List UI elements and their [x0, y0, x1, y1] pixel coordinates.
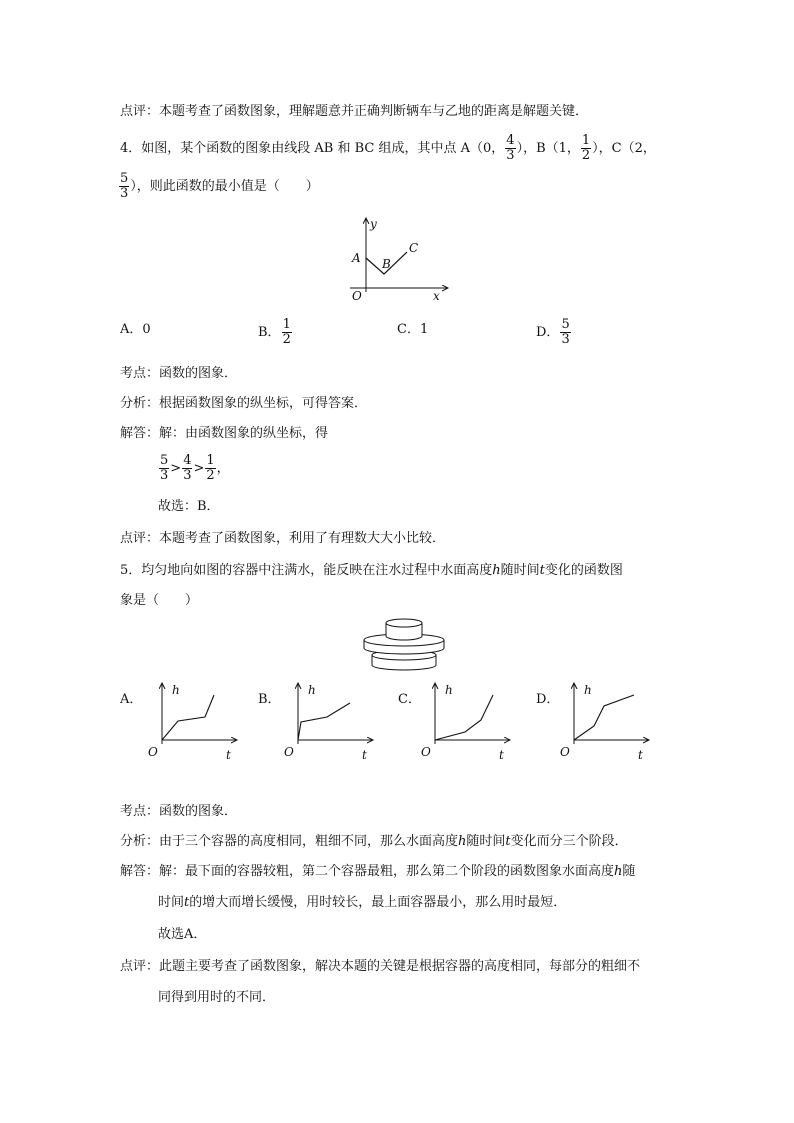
q5-jieda-line2-b: 的增大而增长缓慢，用时较长，最上面容器最小，那么用时最短．	[189, 895, 567, 910]
origin-label: O	[421, 745, 431, 759]
q5-fenxi	[120, 834, 628, 850]
q5-fenxi-a: 分析：由于三个容器的高度相同，粗细不同，那么水面高度	[120, 834, 459, 849]
frac-den: 3	[561, 332, 570, 347]
water-level-curve	[298, 703, 350, 740]
x-label: x	[433, 289, 440, 303]
q5-stem-line2: 象是（ ）	[120, 593, 199, 608]
q4-guxuan: 故选：B．	[158, 499, 220, 514]
q5-jieda-line2-a: 时间	[158, 895, 185, 910]
water-level-curve	[162, 695, 214, 740]
q5-stem-a: 5．均匀地向如图的容器中注满水，能反映在注水过程中水面高度	[120, 563, 493, 578]
frac-num: 4	[506, 133, 515, 148]
q3-comment: 点评：本题考查了函数图象，理解题意并正确判断辆车与乙地的距离是解题关键．	[120, 104, 589, 119]
frac-den: 3	[120, 186, 129, 201]
option-graph-c	[421, 683, 510, 762]
ineq-op-2: >	[193, 461, 205, 476]
q5-jieda-line1	[120, 864, 635, 880]
frac-den: 2	[282, 332, 291, 347]
q5-option-d-label: D．	[536, 692, 560, 707]
water-level-curve	[435, 695, 493, 740]
frac-num: 1	[581, 133, 591, 148]
origin-label: O	[352, 289, 362, 303]
frac-num: 5	[120, 171, 129, 186]
var-t: t	[505, 834, 511, 849]
option-graph-d	[560, 683, 649, 762]
q5-option-a-label: A．	[120, 692, 143, 707]
var-t: t	[184, 895, 190, 910]
var-t: t	[539, 563, 545, 578]
origin-label: O	[148, 745, 158, 759]
h-label: h	[584, 683, 592, 697]
q5-dianping-line2: 同得到用时的不同．	[158, 990, 276, 1005]
frac-num: 1	[206, 453, 215, 468]
q4-stem-b: ），B（1，	[516, 141, 580, 156]
var-h: h	[458, 834, 467, 849]
ineq-op-1: >	[170, 461, 182, 476]
q4-option-c: C．1	[397, 322, 429, 337]
frac-den: 3	[183, 468, 192, 483]
origin-label: O	[284, 745, 294, 759]
frac-num: 1	[282, 317, 291, 332]
point-b-label: B	[382, 257, 391, 271]
frac-den: 3	[506, 148, 515, 163]
q5-stem-c: 变化的函数图	[544, 563, 623, 578]
origin-label: O	[560, 745, 570, 759]
q5-fenxi-b: 随时间	[466, 834, 506, 849]
t-label: t	[499, 748, 504, 762]
point-c-label: C	[409, 241, 419, 255]
q5-guxuan: 故选A．	[158, 927, 207, 942]
q4-jieda: 解答：解：由函数图象的纵坐标，得	[120, 426, 329, 441]
water-level-curve	[574, 695, 634, 740]
q4-kaodian: 考点：函数的图象．	[120, 366, 238, 381]
var-h: h	[614, 864, 623, 879]
h-label: h	[445, 683, 453, 697]
y-label: y	[370, 217, 377, 231]
frac-den: 2	[206, 468, 215, 483]
t-label: t	[362, 748, 367, 762]
q5-fenxi-c: 变化而分三个阶段．	[510, 834, 628, 849]
q5-dianping-line1: 点评：此题主要考查了函数图象，解决本题的关键是根据容器的高度相同，每部分的粗细不	[120, 959, 641, 974]
q5-option-c-label: C．	[398, 692, 421, 707]
ineq-tail: ，	[216, 461, 230, 476]
q5-jieda-b: 随	[622, 864, 636, 879]
option-graph-b	[284, 683, 373, 762]
q4-stem-a: 4．如图，某个函数的图象由线段 AB 和 BC 组成，其中点 A（0，	[120, 141, 505, 156]
h-label: h	[172, 683, 180, 697]
q4-option-a: A．0	[120, 322, 151, 337]
q4-dianping: 点评：本题考查了函数图象，利用了有理数大大小比较．	[120, 531, 446, 546]
q5-jieda-a: 解答：解：最下面的容器较粗，第二个容器最粗，那么第二个阶段的函数图象水面高度	[120, 864, 615, 879]
frac-num: 4	[183, 453, 192, 468]
var-h: h	[492, 563, 501, 578]
q4-stem-d: ），则此函数的最小值是（ ）	[130, 179, 319, 194]
option-b-prefix: B．	[258, 325, 281, 340]
frac-den: 2	[581, 148, 591, 163]
frac-num: 5	[561, 317, 570, 332]
frac-den: 3	[160, 468, 169, 483]
option-graph-a	[148, 683, 237, 762]
q5-option-b-label: B．	[258, 692, 281, 707]
t-label: t	[638, 748, 643, 762]
q4-stem-c: ），C（2，	[592, 141, 656, 156]
frac-num: 5	[160, 453, 169, 468]
option-d-prefix: D．	[536, 325, 560, 340]
q5-jieda-line2	[158, 895, 566, 911]
t-label: t	[226, 748, 231, 762]
q4-fenxi: 分析：根据函数图象的纵坐标，可得答案．	[120, 396, 368, 411]
q5-kaodian: 考点：函数的图象．	[120, 804, 238, 819]
point-a-label: A	[352, 251, 361, 265]
q5-stem-b: 随时间	[500, 563, 540, 578]
h-label: h	[308, 683, 316, 697]
